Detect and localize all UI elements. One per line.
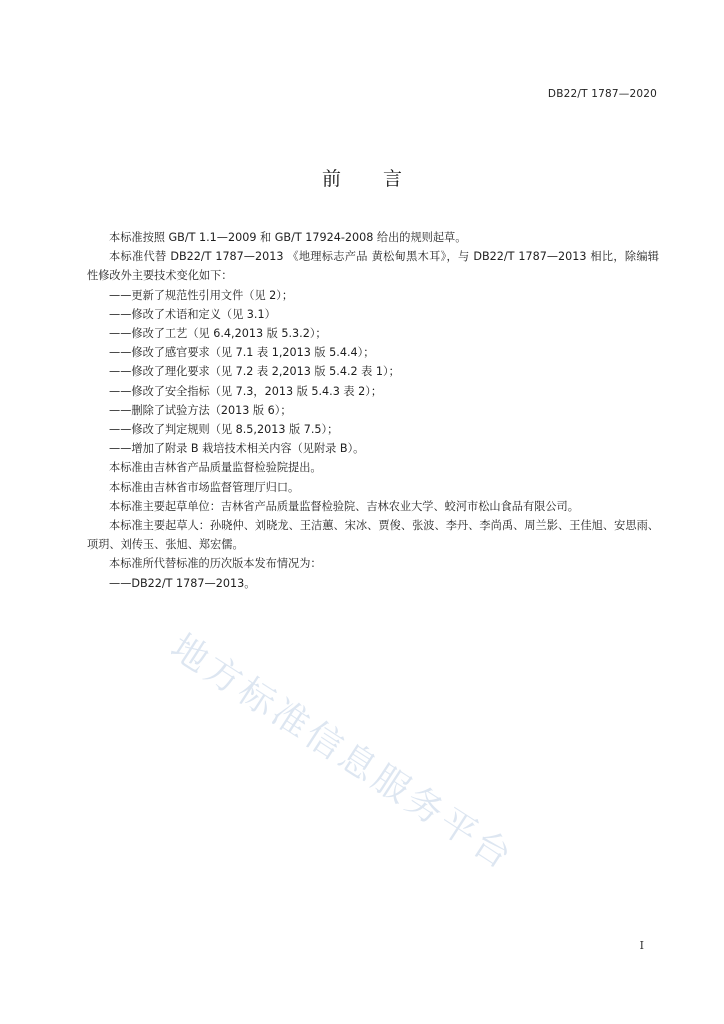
change-item: ——修改了判定规则（见 8.5,2013 版 7.5）； <box>109 423 339 437</box>
change-item: ——删除了试验方法（2013 版 6）； <box>109 403 292 417</box>
page-number: I <box>639 939 644 952</box>
change-item: ——更新了规范性引用文件（见 2）； <box>109 288 294 302</box>
paragraph-drafters: 本标准主要起草人：孙晓仲、刘晓龙、王洁蕙、宋冰、贾俊、张波、李丹、李尚禹、周兰影、王佳旭、安思雨、项玥、刘传玉、张旭、郑宏儒。 <box>87 519 659 552</box>
change-item: ——修改了工艺（见 6.4,2013 版 5.3.2）； <box>109 327 327 341</box>
page-title: 前 言 <box>321 168 421 190</box>
change-item: ——修改了安全指标（见 7.3，2013 版 5.4.3 表 2）； <box>109 384 383 398</box>
paragraph-proposer: 本标准由吉林省产品质量监督检验院提出。 <box>109 461 322 475</box>
paragraph-drafting-units: 本标准主要起草单位：吉林省产品质量监督检验院、吉林农业大学、蛟河市松山食品有限公司。 <box>109 499 579 513</box>
paragraph-administrator: 本标准由吉林省市场监督管理厅归口。 <box>109 480 300 494</box>
foreword-body <box>87 228 659 593</box>
paragraph-replacement: 本标准代替 DB22/T 1787—2013 《地理标志产品 黄松甸黑木耳》，与 DB22/T 1787—2013 相比，除编辑性修改外主要技术变化如下： <box>87 250 659 283</box>
history-item: ——DB22/T 1787—2013。 <box>109 576 256 590</box>
change-item: ——修改了感官要求（见 7.1 表 1,2013 版 5.4.4）； <box>109 346 375 360</box>
standard-code: DB22/T 1787—2020 <box>547 88 657 100</box>
change-item: ——修改了术语和定义（见 3.1） <box>109 307 276 321</box>
paragraph-drafting-rules: 本标准按照 GB/T 1.1—2009 和 GB/T 17924-2008 给出的规则起草。 <box>109 231 467 244</box>
change-item: ——修改了理化要求（见 7.2 表 2,2013 版 5.4.2 表 1）； <box>109 365 400 379</box>
paragraph-version-history: 本标准所代替标准的历次版本发布情况为： <box>109 557 322 571</box>
watermark-text: 地方标准信息服务平台 <box>163 626 522 879</box>
change-item: ——增加了附录 B 栽培技术相关内容（见附录 B）。 <box>109 442 365 456</box>
